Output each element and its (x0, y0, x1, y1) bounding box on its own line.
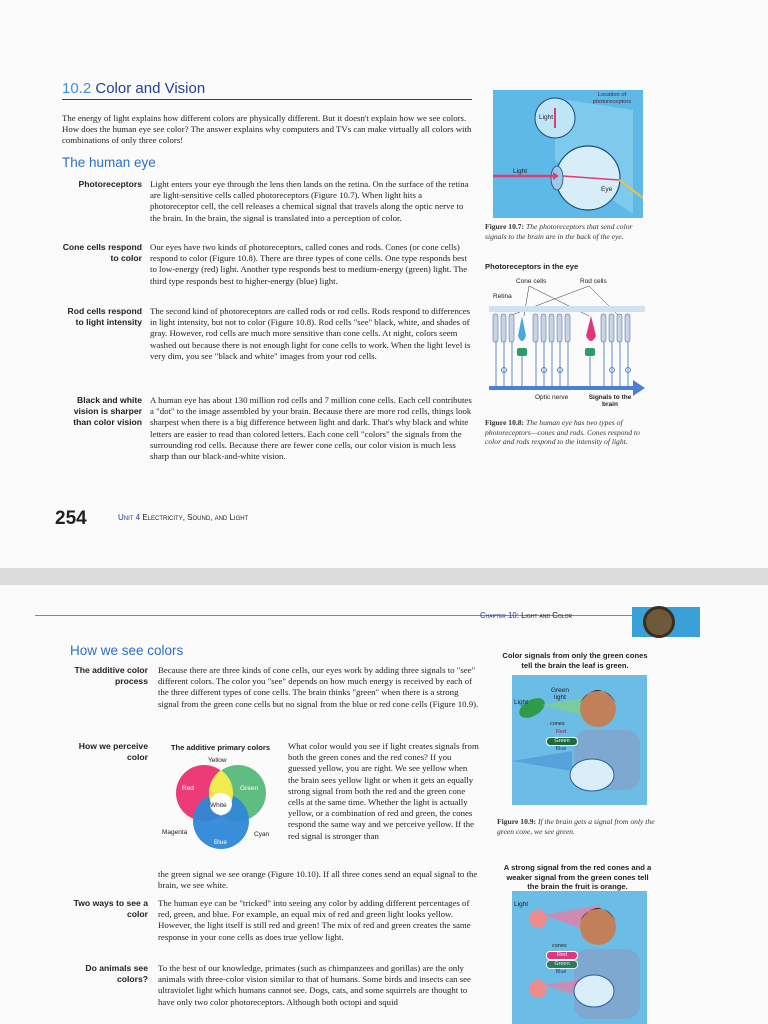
footer-unit: Unit 4 (118, 513, 141, 522)
figure-10-9-number: Figure 10.9: (497, 817, 537, 826)
chapter-header (480, 611, 572, 620)
figure-10-8-caption (485, 418, 645, 447)
fig109-pill-blue: Blue (555, 746, 567, 752)
figure-10-8-number: Figure 10.8: (485, 418, 525, 427)
subheading-how-we-see-colors: How we see colors (70, 643, 184, 658)
fig1010-pill-green: Green (546, 960, 578, 969)
page-number: 254 (55, 508, 87, 529)
fig109-label-cones: cones (550, 721, 565, 727)
side-heading-additive-process: The additive color process (74, 665, 148, 686)
section-title-text: Color and Vision (95, 80, 206, 97)
subheading-human-eye: The human eye (62, 155, 156, 170)
figure-10-9-green-leaf (512, 675, 647, 805)
paragraph-black-white: A human eye has about 130 million rod cells and 7 million cone cells. Each cell contributes a "dot" to the image assembled by your brain. Because there are more rod cells, things look sharpest when there is a big difference between light and dark. That's why black and white letters are easier to read than colored letters. Each cone cell "colors" the signals from the surrounding rod cells. Because there are fewer cone cells, our color vision is much less sharp than our black-and-white vision. (150, 395, 472, 462)
fig109-pill-red: Red (555, 729, 567, 735)
side-heading-two-ways: Two ways to see a color (73, 898, 148, 919)
label-location-photoreceptors: Location of photoreceptors (592, 92, 632, 105)
figure-10-10-graphic (512, 891, 647, 1024)
fig109-label-light: Light (514, 699, 529, 706)
venn-label-white: White (210, 802, 227, 809)
paragraph-photoreceptors: Light enters your eye through the lens then lands on the retina. On the surface of the retina are light-sensitive cells called photoreceptors (Figure 10.7). When light hits a photoreceptor cell, the cell releases a chemical signal that travels along the optic nerve to the brain. In the brain, the signal is translated into a perception of color. (150, 179, 469, 223)
label-light-main: Light (513, 168, 528, 175)
fig109-label-beam: Green light (550, 687, 570, 701)
fig1010-pill-red: Red (546, 951, 578, 960)
figure-10-7-number: Figure 10.7: (485, 222, 525, 231)
paragraph-animals: To the best of our knowledge, primates (such as chimpanzees and gorillas) are the only animals with three-color vision similar to that of humans. Some birds and insects can see ultraviolet light which humans cannot see. Dogs, cats, and some squirrels are thought to have only two color photoreceptors. Although both octopi and squid (158, 963, 471, 1007)
paragraph-cone-cells: Our eyes have two kinds of photoreceptors, called cones and rods. Cones (or cone cells) respond to color (Figure 10.8). There are three types of cone cells. One type responds best to low-energy (red) light. Another type responds best to medium-energy (green) light. The third type responds best to higher-energy (blue) light. (150, 242, 468, 286)
venn-diagram-graphic (158, 753, 283, 865)
figure-10-7-text: The photoreceptors that send color signals to the brain are in the back of the eye. (485, 222, 633, 241)
venn-label-yellow: Yellow (208, 757, 227, 764)
chapter-badge-icon (643, 606, 675, 638)
label-rod-cells: Rod cells (580, 278, 607, 285)
venn-label-magenta: Magenta (162, 829, 188, 836)
fig109-pill-green: Green (546, 737, 578, 746)
label-light-inset: Light (539, 114, 554, 121)
side-heading-rod-cells: Rod cells respond to light intensity (67, 306, 142, 327)
figure-10-9-caption (497, 817, 657, 836)
side-heading-perceive-color: How we perceive color (78, 741, 148, 762)
side-heading-animals: Do animals see colors? (85, 963, 148, 984)
figure-10-8-title: Photoreceptors in the eye (485, 262, 579, 271)
figure-10-8-photoreceptor-diagram (489, 278, 645, 413)
side-heading-black-white: Black and white vision is sharper than color vision (73, 395, 142, 427)
section-rule (62, 99, 472, 100)
chapter-number: Chapter 10: (480, 611, 519, 620)
eye-diagram-graphic (493, 90, 643, 218)
label-eye: Eye (601, 186, 613, 193)
paragraph-additive-process: Because there are three kinds of cone cells, our eyes work by adding three signals to "see" different colors. The color you "see" depends on how much energy is received by each of the three different types of cone cells. The brain thinks "green" when there is a strong signal from the green cone cells but no signal from the blue or red cone cells (Figure 10.9). (158, 665, 479, 709)
side-heading-photoreceptors: Photoreceptors (78, 179, 142, 189)
chapter-header-rule (35, 615, 695, 616)
footer-unit-title: Electricity, Sound, and Light (142, 513, 249, 522)
chapter-title: Light and Color (521, 611, 573, 620)
label-signals-to-brain: Signals to the brain (588, 394, 632, 408)
section-title (62, 80, 205, 97)
paragraph-perceive-color: What color would you see if light creates signals from both the green cones and the red cones? If you guessed yellow, you are right. We see yellow when the brain sees yellow light or when it gets an equally strong signal from both the red and the green cone cells at the same time. Whether the light is actually yellow, or a combination of red and green, the cones respond the same way and we perceive yellow. If the red signal is stronger than (288, 741, 479, 841)
figure-10-9-text: If the brain gets a signal from only the green cone, we see green. (497, 817, 655, 836)
paragraph-two-ways: The human eye can be "tricked" into seeing any color by adding different percentages of red, green, and blue. For example, an equal mix of red and green light looks yellow. However, the light itself is still red and green! The mix of red and green creates the same response in your cone cells as does true yellow light. (158, 898, 471, 942)
section-number: 10.2 (62, 80, 92, 97)
figure-10-8-text: The human eye has two types of photoreceptors—cones and rods. Cones respond to color and rods respond to the intensity of light. (485, 418, 640, 447)
label-cone-cells: Cone cells (516, 278, 547, 285)
figure-10-7-eye-diagram (493, 90, 643, 218)
footer-unit-label (118, 513, 248, 522)
fig1010-pill-blue: Blue (555, 969, 567, 975)
venn-title: The additive primary colors (170, 743, 271, 752)
venn-label-green: Green (240, 785, 259, 792)
figure-10-7-caption (485, 222, 645, 241)
venn-label-red: Red (182, 785, 194, 792)
figure-10-10-orange-fruit (512, 891, 647, 1024)
fig1010-label-light: Light (514, 901, 529, 908)
label-retina: Retina (493, 293, 512, 300)
figure-10-9-graphic (512, 675, 647, 805)
figure-10-10-title: A strong signal from the red cones and a weaker signal from the green cones tell the brain the fruit is orange. (503, 863, 652, 891)
venn-label-blue: Blue (214, 839, 228, 846)
label-optic-nerve: Optic nerve (535, 394, 569, 401)
paragraph-perceive-color-continued: the green signal we see orange (Figure 10.10). If all three cones send an equal signal to the brain, we see white. (158, 869, 478, 891)
venn-label-cyan: Cyan (254, 831, 270, 838)
paragraph-rod-cells: The second kind of photoreceptors are called rods or rod cells. Rods respond to differences in light intensity, but not to color (Figure 10.8). Rod cells "see" black, white, and shades of gray. However, rod cells are much more sensitive than cone cells. At night, colors seem washed out because there is not enough light for cone cells to work. When the light level is very dim, you see "black and white" images from your rod cells. (150, 306, 471, 361)
textbook-page-255 (0, 585, 768, 1024)
figure-10-9-title: Color signals from only the green cones tell the brain the leaf is green. (502, 651, 648, 670)
fig1010-label-cones: cones (552, 943, 567, 949)
additive-primary-colors-figure (158, 743, 283, 868)
side-heading-cone-cells: Cone cells respond to color (62, 242, 142, 263)
intro-paragraph: The energy of light explains how different colors are physically different. But it doesn't explain how we see colors. How does the human eye see color? The answer explains why computers and TVs can make virtually all colors with combinations of only three colors! (62, 113, 472, 146)
